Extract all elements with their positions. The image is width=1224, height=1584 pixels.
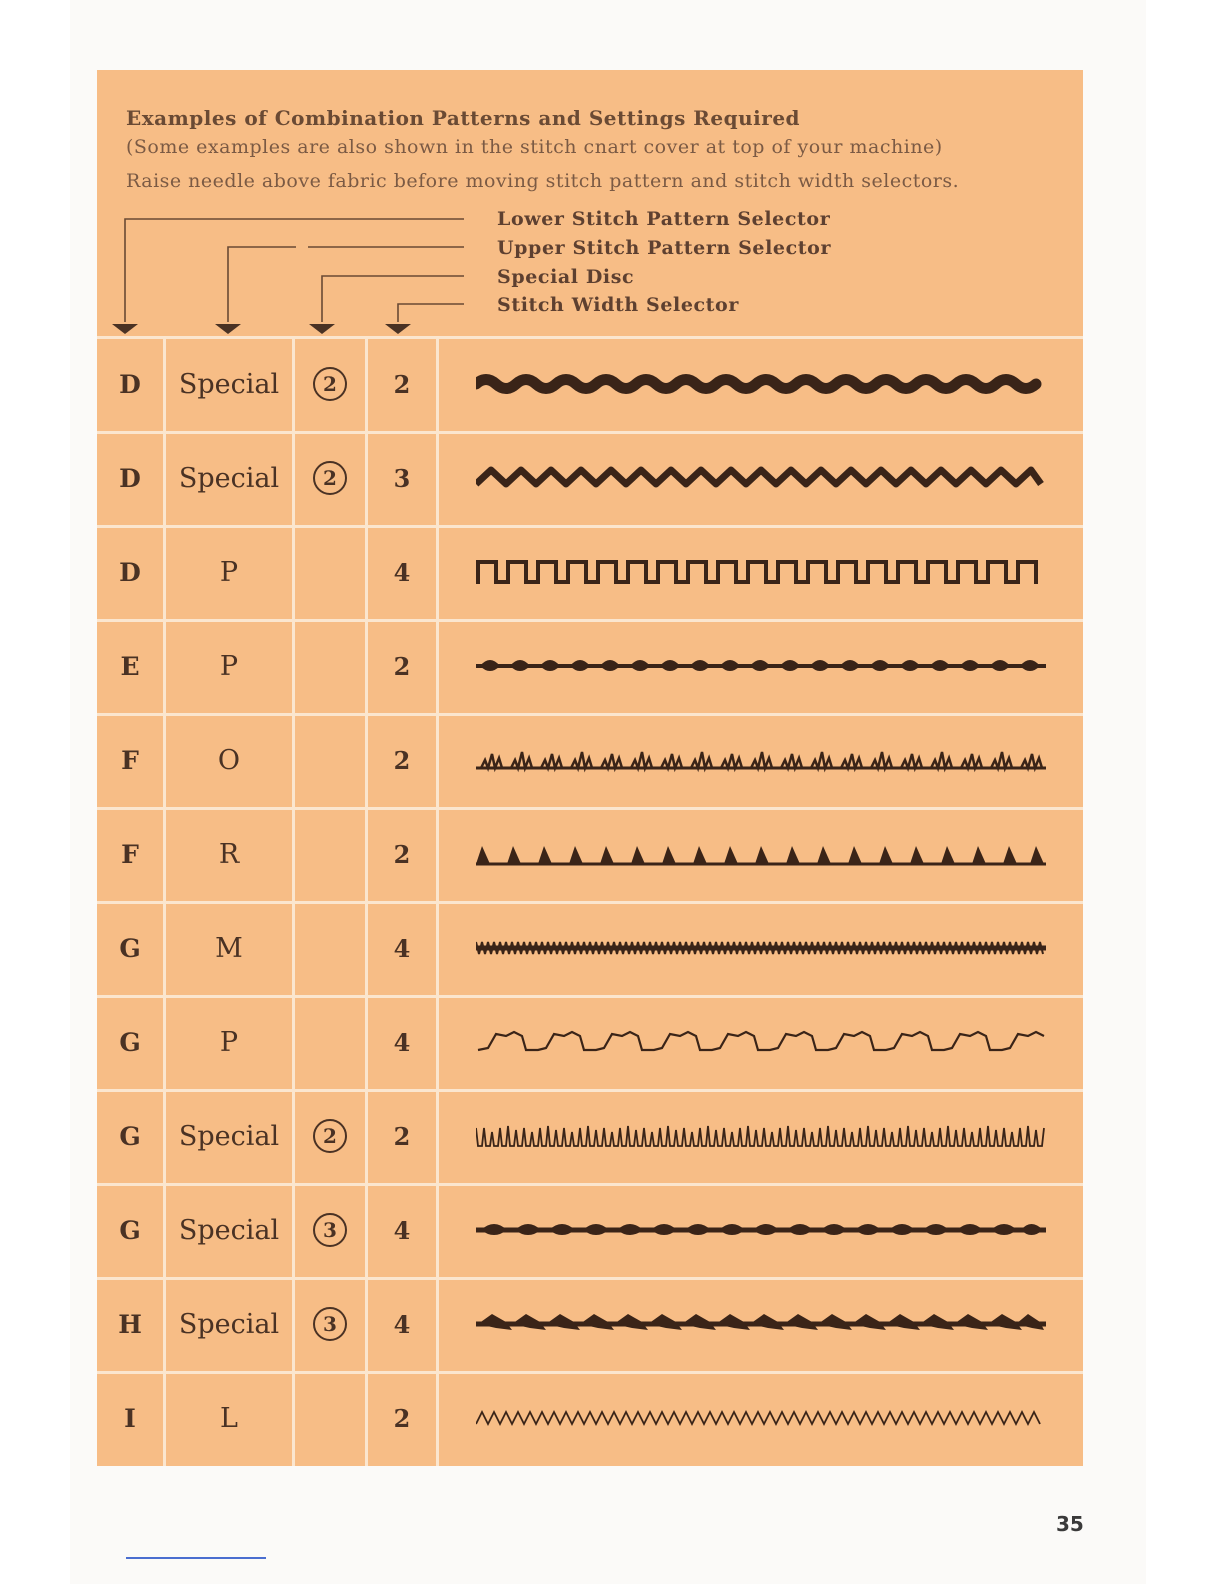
upper-selector-value: Special xyxy=(178,462,280,494)
stitch-width-value: 4 xyxy=(393,1027,411,1057)
upper-selector-value: L xyxy=(220,1402,238,1434)
grid-divider xyxy=(97,1371,1083,1374)
grid-divider xyxy=(97,619,1083,622)
lower-selector-value: D xyxy=(119,463,141,493)
stitch-width-value: 4 xyxy=(393,1309,411,1339)
table-row xyxy=(97,1372,1083,1464)
upper-selector-value: M xyxy=(215,932,243,964)
square-wave-stitch-sample xyxy=(439,526,1083,618)
special-disc-value xyxy=(295,808,365,900)
table-row xyxy=(97,714,1083,806)
scallop-band-stitch-sample xyxy=(439,1184,1083,1276)
table-row xyxy=(97,808,1083,900)
lower-selector-value: I xyxy=(124,1403,136,1433)
upper-selector-value: O xyxy=(217,744,241,776)
dense-wave-stitch-sample xyxy=(439,338,1083,430)
table-row xyxy=(97,338,1083,430)
footer-underline xyxy=(126,1557,266,1559)
stitch-width-value: 2 xyxy=(393,651,411,681)
lower-selector-value: F xyxy=(121,745,139,775)
legend-width-selector: Stitch Width Selector xyxy=(497,294,739,316)
legend-upper-selector: Upper Stitch Pattern Selector xyxy=(497,237,832,259)
stitch-width-value: 2 xyxy=(393,839,411,869)
lower-selector-value: H xyxy=(118,1309,142,1339)
special-disc-value xyxy=(295,1090,365,1182)
table-row xyxy=(97,996,1083,1088)
arrow-down-icon xyxy=(215,324,241,334)
grid-divider xyxy=(97,807,1083,810)
table-row xyxy=(97,902,1083,994)
legend-leader-lines xyxy=(0,0,1224,345)
grid-divider xyxy=(97,901,1083,904)
upper-selector-value: Special xyxy=(178,368,280,400)
special-disc-value xyxy=(295,1184,365,1276)
zigzag-wave-stitch-sample xyxy=(439,432,1083,524)
shell-loop-stitch-sample xyxy=(439,1090,1083,1182)
table-row xyxy=(97,1090,1083,1182)
fine-zigzag-stitch-sample xyxy=(439,1372,1083,1464)
upper-selector-value: P xyxy=(219,556,239,588)
legend-lower-selector: Lower Stitch Pattern Selector xyxy=(497,208,831,230)
arrow-down-icon xyxy=(112,324,138,334)
lower-selector-value: G xyxy=(119,933,141,963)
upper-selector-value: P xyxy=(219,650,239,682)
special-disc-value xyxy=(295,526,365,618)
arrow-down-icon xyxy=(385,324,411,334)
stitch-width-value: 4 xyxy=(393,557,411,587)
lower-selector-value: D xyxy=(119,369,141,399)
table-row xyxy=(97,1278,1083,1370)
disc-number-badge: 3 xyxy=(313,1307,347,1341)
lower-selector-value: G xyxy=(119,1027,141,1057)
stitch-width-value: 2 xyxy=(393,745,411,775)
triangle-peak-stitch-sample xyxy=(439,808,1083,900)
lower-selector-value: D xyxy=(119,557,141,587)
legend-special-disc: Special Disc xyxy=(497,266,635,288)
arrow-down-icon xyxy=(309,324,335,334)
grid-divider xyxy=(97,1183,1083,1186)
page-number: 35 xyxy=(1056,1512,1084,1536)
upper-selector-value: Special xyxy=(178,1308,280,1340)
grid-divider xyxy=(97,1277,1083,1280)
step-wave-stitch-sample xyxy=(439,996,1083,1088)
upper-selector-value: Special xyxy=(178,1120,280,1152)
special-disc-value xyxy=(295,620,365,712)
stitch-width-value: 4 xyxy=(393,1215,411,1245)
stitch-width-value: 4 xyxy=(393,933,411,963)
special-disc-value xyxy=(295,338,365,430)
grid-divider xyxy=(97,1089,1083,1092)
disc-number-badge: 2 xyxy=(313,461,347,495)
table-row xyxy=(97,432,1083,524)
grid-divider xyxy=(97,525,1083,528)
table-row xyxy=(97,1184,1083,1276)
special-disc-value xyxy=(295,432,365,524)
disc-number-badge: 2 xyxy=(313,1119,347,1153)
upper-selector-value: R xyxy=(218,838,240,870)
lower-selector-value: G xyxy=(119,1215,141,1245)
leaf-chain-stitch-sample xyxy=(439,620,1083,712)
special-disc-value xyxy=(295,1278,365,1370)
upper-selector-value: Special xyxy=(178,1214,280,1246)
stitch-width-value: 3 xyxy=(393,463,411,493)
stitch-width-value: 2 xyxy=(393,1121,411,1151)
upper-selector-value: P xyxy=(219,1026,239,1058)
stitch-width-value: 2 xyxy=(393,369,411,399)
grid-divider xyxy=(97,431,1083,434)
grid-divider xyxy=(97,336,1083,339)
special-disc-value xyxy=(295,996,365,1088)
instruction-text: Raise needle above fabric before moving stitch pattern and stitch width selectors. xyxy=(126,170,960,192)
table-row xyxy=(97,526,1083,618)
lower-selector-value: F xyxy=(121,839,139,869)
special-disc-value xyxy=(295,902,365,994)
grass-stitch-sample xyxy=(439,714,1083,806)
lower-selector-value: E xyxy=(120,651,140,681)
grid-divider xyxy=(97,713,1083,716)
special-disc-value xyxy=(295,1372,365,1464)
disc-number-badge: 2 xyxy=(313,367,347,401)
disc-number-badge: 3 xyxy=(313,1213,347,1247)
dense-band-stitch-sample xyxy=(439,902,1083,994)
table-row xyxy=(97,620,1083,712)
arrow-chain-stitch-sample xyxy=(439,1278,1083,1370)
lower-selector-value: G xyxy=(119,1121,141,1151)
page-title: Examples of Combination Patterns and Settings Required xyxy=(126,106,801,130)
grid-divider xyxy=(97,995,1083,998)
stitch-width-value: 2 xyxy=(393,1403,411,1433)
special-disc-value xyxy=(295,714,365,806)
chart-cover-note: (Some examples are also shown in the stitch cnart cover at top of your machine) xyxy=(126,136,943,158)
